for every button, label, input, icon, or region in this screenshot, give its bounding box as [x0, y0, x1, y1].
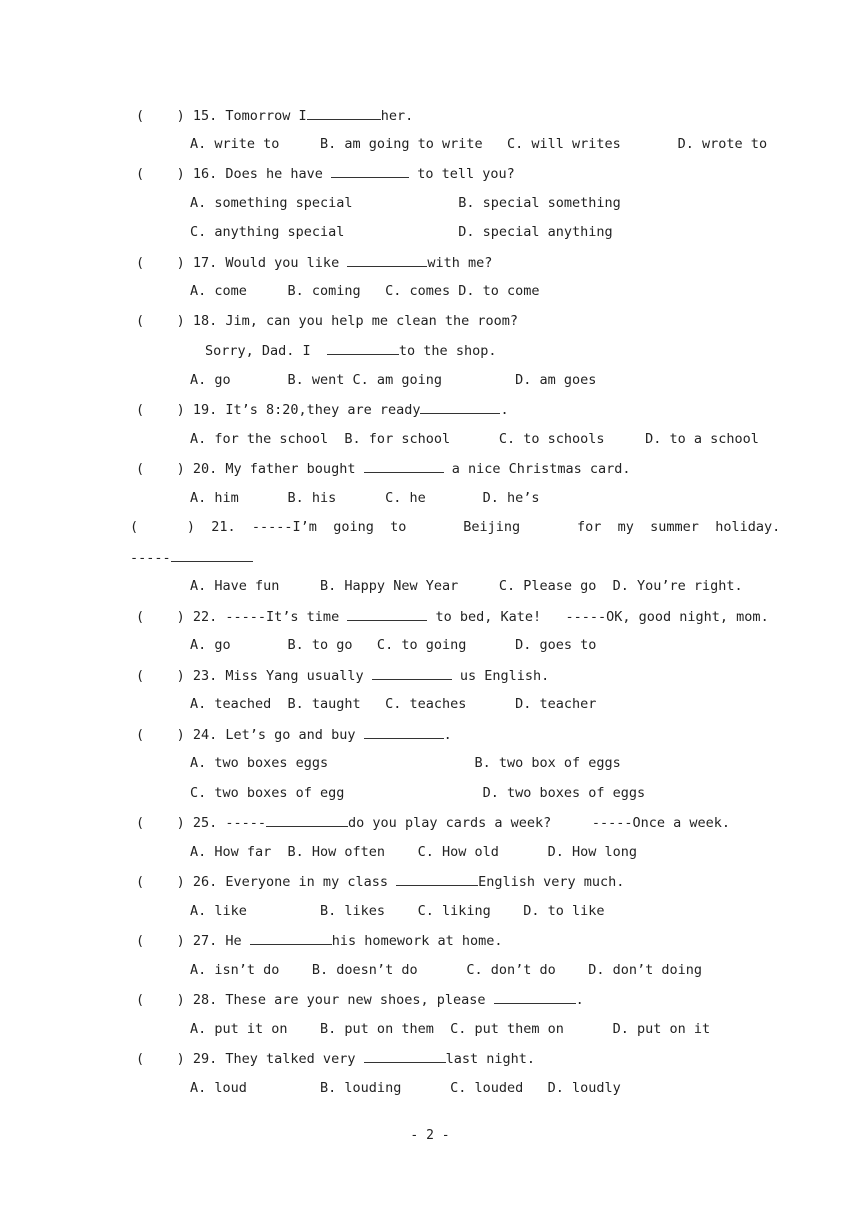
question-text: A. Have fun B. Happy New Year C. Please go D. You’re right. — [190, 578, 743, 594]
question-text: ( ) 18. Jim, can you help me clean the room? — [136, 313, 519, 329]
question-text: ----- — [130, 550, 171, 566]
question-text: . — [575, 992, 584, 1008]
answer-blank — [327, 341, 399, 355]
answer-blank — [331, 164, 409, 178]
question-line — [190, 223, 613, 241]
question-text: a nice Christmas card. — [443, 461, 631, 477]
question-text: A. two boxes eggs B. two box of eggs — [190, 755, 621, 771]
question-stem — [136, 813, 730, 831]
question-line — [190, 1079, 621, 1097]
question-text: ( ) 29. They talked very — [136, 1051, 364, 1067]
answer-blank — [347, 607, 427, 621]
question-text: English very much. — [478, 874, 625, 890]
question-text: his homework at home. — [331, 933, 503, 949]
question-text: do you play cards a week? -----Once a week. — [348, 815, 731, 831]
question-text: A. isn’t do B. doesn’t do C. don’t do D. don’t doing — [190, 962, 703, 978]
question-line — [190, 430, 759, 448]
question-text: ( ) 23. Miss Yang usually — [136, 668, 372, 684]
question-line — [190, 843, 637, 861]
question-stem — [136, 725, 452, 743]
answer-blank — [494, 990, 576, 1004]
question-text: to tell you? — [409, 166, 515, 182]
question-text: with me? — [427, 255, 493, 271]
question-text: A. like B. likes C. liking D. to like — [190, 903, 605, 919]
answer-blank — [171, 548, 253, 562]
question-text: ( ) 15. Tomorrow I — [136, 108, 307, 124]
question-text: ( ) 24. Let’s go and buy — [136, 727, 364, 743]
question-text: ( ) 27. He — [136, 933, 250, 949]
question-text: A. loud B. louding C. louded D. loudly — [190, 1080, 621, 1096]
question-text: her. — [380, 108, 414, 124]
question-stem — [136, 164, 515, 182]
question-stem — [136, 106, 413, 124]
question-line — [190, 194, 621, 212]
answer-blank — [266, 813, 348, 827]
question-text: A. something special B. special something — [190, 195, 621, 211]
question-text: A. teached B. taught C. teaches D. teacher — [190, 696, 597, 712]
question-line — [190, 577, 743, 595]
question-line — [205, 341, 496, 359]
question-text: ( ) 21. -----I’m going to Beijing for my summer holiday. — [130, 519, 781, 535]
answer-blank — [347, 253, 427, 267]
answer-blank — [250, 931, 332, 945]
answer-blank — [307, 106, 381, 120]
question-text: A. come B. coming C. comes D. to come — [190, 283, 540, 299]
question-stem — [130, 518, 780, 536]
answer-blank — [364, 1049, 446, 1063]
question-text: ( ) 20. My father bought — [136, 461, 364, 477]
question-stem — [136, 872, 624, 890]
question-line — [190, 754, 621, 772]
question-line — [190, 636, 596, 654]
question-stem — [136, 400, 509, 418]
question-text: ( ) 16. Does he have — [136, 166, 332, 182]
question-text: . — [443, 727, 452, 743]
question-stem — [136, 666, 549, 684]
question-line — [190, 489, 540, 507]
question-line — [190, 784, 645, 802]
question-line — [130, 548, 253, 566]
answer-blank — [364, 459, 444, 473]
question-text: A. write to B. am going to write C. will writes D. wrote to — [190, 136, 768, 152]
question-text: ( ) 28. These are your new shoes, please — [136, 992, 494, 1008]
page-number: - 2 - — [410, 1128, 450, 1143]
question-text: Sorry, Dad. I — [205, 343, 327, 359]
question-text: A. go B. to go C. to going D. goes to — [190, 637, 597, 653]
question-line — [190, 1020, 710, 1038]
question-text: . — [500, 402, 509, 418]
question-text: A. put it on B. put on them C. put them on D. put on it — [190, 1021, 711, 1037]
question-line — [190, 282, 540, 300]
question-line — [190, 902, 605, 920]
question-text: us English. — [451, 668, 550, 684]
question-stem — [136, 607, 769, 625]
question-text: ( ) 25. ----- — [136, 815, 267, 831]
question-text: A. him B. his C. he D. he’s — [190, 490, 540, 506]
answer-blank — [420, 400, 500, 414]
question-text: C. anything special D. special anything — [190, 224, 613, 240]
question-text: A. How far B. How often C. How old D. How long — [190, 844, 638, 860]
question-text: ( ) 22. -----It’s time — [136, 609, 348, 625]
question-text: C. two boxes of egg D. two boxes of eggs — [190, 785, 646, 801]
question-stem — [136, 459, 631, 477]
question-text: ( ) 19. It’s 8:20,they are ready — [136, 402, 421, 418]
question-stem — [136, 312, 518, 330]
question-text: to bed, Kate! -----OK, good night, mom. — [427, 609, 769, 625]
question-stem — [136, 253, 492, 271]
question-line — [190, 961, 702, 979]
question-text: last night. — [445, 1051, 535, 1067]
question-line — [190, 371, 596, 389]
question-text: ( ) 17. Would you like — [136, 255, 348, 271]
question-stem — [136, 1049, 535, 1067]
question-text: to the shop. — [398, 343, 497, 359]
question-stem — [136, 931, 502, 949]
question-text: A. go B. went C. am going D. am goes — [190, 372, 597, 388]
question-line — [190, 135, 767, 153]
question-text: A. for the school B. for school C. to schools D. to a school — [190, 431, 759, 447]
question-text: ( ) 26. Everyone in my class — [136, 874, 397, 890]
answer-blank — [372, 666, 452, 680]
answer-blank — [364, 725, 444, 739]
question-stem — [136, 990, 584, 1008]
answer-blank — [396, 872, 478, 886]
question-line — [190, 695, 596, 713]
